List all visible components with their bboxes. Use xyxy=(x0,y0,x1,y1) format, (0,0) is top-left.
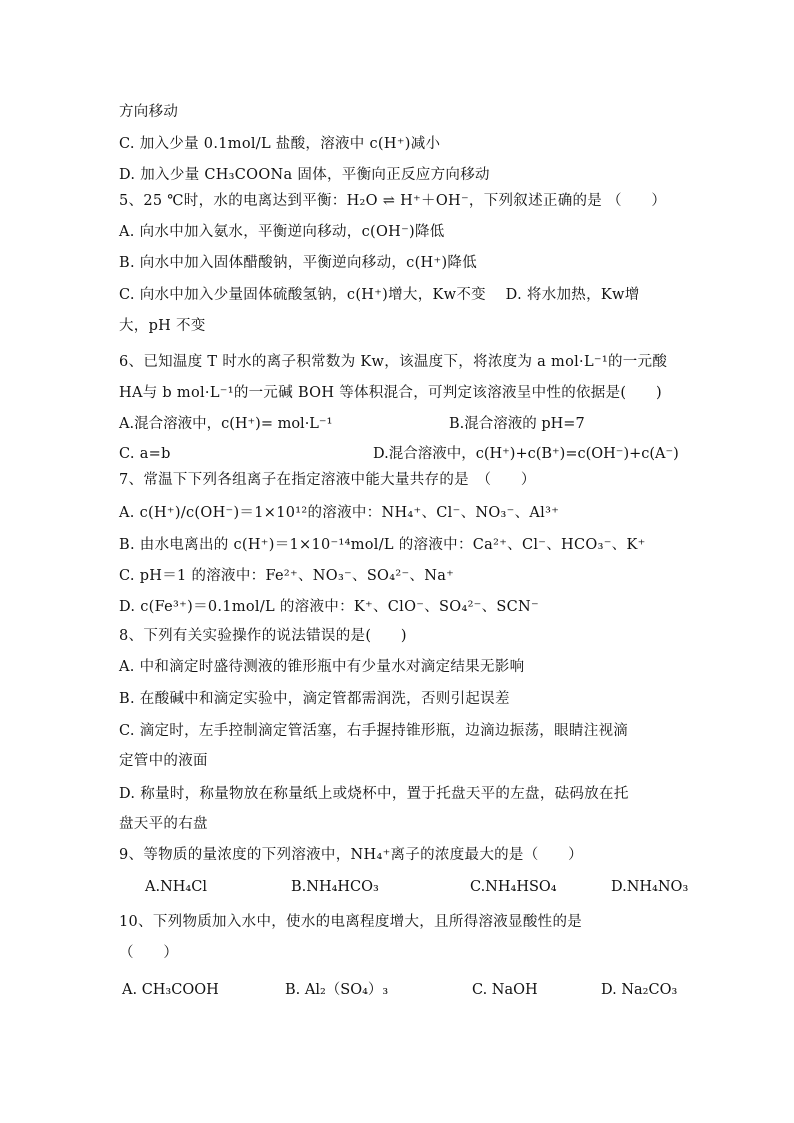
text-line: 大，pH 不变 xyxy=(119,318,206,334)
q10-option-c: C. NaOH xyxy=(472,982,538,998)
text-line: D. 称量时，称量物放在称量纸上或烧杯中，置于托盘天平的左盘，砝码放在托 xyxy=(119,786,629,802)
q6-option-b: B.混合溶液的 pH=7 xyxy=(449,416,585,432)
text-line: B. 在酸碱中和滴定实验中，滴定管都需润洗，否则引起误差 xyxy=(119,691,510,707)
text-line: C. 加入少量 0.1mol/L 盐酸，溶液中 c(H⁺)减小 xyxy=(119,136,441,152)
text-line: A. c(H⁺)/c(OH⁻)＝1×10¹²的溶液中：NH₄⁺、Cl⁻、NO₃⁻、Al³⁺ xyxy=(119,505,560,521)
q6-option-d: D.混合溶液中，c(H⁺)+c(B⁺)=c(OH⁻)+c(A⁻) xyxy=(373,446,679,462)
q6-option-c: C. a=b xyxy=(119,446,171,462)
q9-option-a: A.NH₄Cl xyxy=(145,879,207,895)
question-7-stem: 7、常温下下列各组离子在指定溶液中能大量共存的是 （ ） xyxy=(119,472,536,488)
text-line: C. 滴定时，左手控制滴定管活塞，右手握持锥形瓶，边滴边振荡，眼睛注视滴 xyxy=(119,723,629,739)
text-line: 方向移动 xyxy=(119,104,179,120)
text-line: HA与 b mol·L⁻¹的一元碱 BOH 等体积混合，可判定该溶液呈中性的依据是( ) xyxy=(119,385,662,401)
q9-option-b: B.NH₄HCO₃ xyxy=(291,879,379,895)
q9-option-c: C.NH₄HSO₄ xyxy=(470,879,557,895)
q10-option-b: B. Al₂（SO₄）₃ xyxy=(285,982,389,998)
q6-option-a: A.混合溶液中，c(H⁺)= mol·L⁻¹ xyxy=(119,416,333,432)
question-9-stem: 9、等物质的量浓度的下列溶液中，NH₄⁺离子的浓度最大的是（ ） xyxy=(119,847,583,863)
text-line: 定管中的液面 xyxy=(119,753,208,769)
text-line: C. 向水中加入少量固体硫酸氢钠，c(H⁺)增大，Kw不变 D. 将水加热，Kw增 xyxy=(119,287,640,303)
text-line: B. 向水中加入固体醋酸钠，平衡逆向移动，c(H⁺)降低 xyxy=(119,255,478,271)
q9-option-d: D.NH₄NO₃ xyxy=(611,879,689,895)
q10-option-a: A. CH₃COOH xyxy=(122,982,219,998)
text-line: B. 由水电离出的 c(H⁺)＝1×10⁻¹⁴mol/L 的溶液中：Ca²⁺、Cl⁻、HCO₃⁻、K⁺ xyxy=(119,537,646,553)
text-line: 盘天平的右盘 xyxy=(119,816,208,832)
question-5-stem: 5、25 ℃时，水的电离达到平衡：H₂O ⇌ H⁺＋OH⁻，下列叙述正确的是 （ ） xyxy=(119,193,667,209)
question-10-stem: 10、下列物质加入水中，使水的电离程度增大，且所得溶液显酸性的是 xyxy=(119,914,583,930)
text-line: C. pH＝1 的溶液中：Fe²⁺、NO₃⁻、SO₄²⁻、Na⁺ xyxy=(119,568,455,584)
text-line: A. 向水中加入氨水，平衡逆向移动，c(OH⁻)降低 xyxy=(119,224,445,240)
text-line: A. 中和滴定时盛待测液的锥形瓶中有少量水对滴定结果无影响 xyxy=(119,659,525,675)
text-line: （ ） xyxy=(119,945,179,961)
text-line: D. c(Fe³⁺)＝0.1mol/L 的溶液中：K⁺、ClO⁻、SO₄²⁻、SCN⁻ xyxy=(119,599,540,615)
question-6-stem: 6、已知温度 T 时水的离子积常数为 Kw，该温度下，将浓度为 a mol·L⁻¹的一元酸 xyxy=(119,354,668,370)
question-8-stem: 8、下列有关实验操作的说法错误的是( ) xyxy=(119,628,407,644)
q10-option-d: D. Na₂CO₃ xyxy=(601,982,678,998)
text-line: D. 加入少量 CH₃COONa 固体，平衡向正反应方向移动 xyxy=(119,167,490,183)
